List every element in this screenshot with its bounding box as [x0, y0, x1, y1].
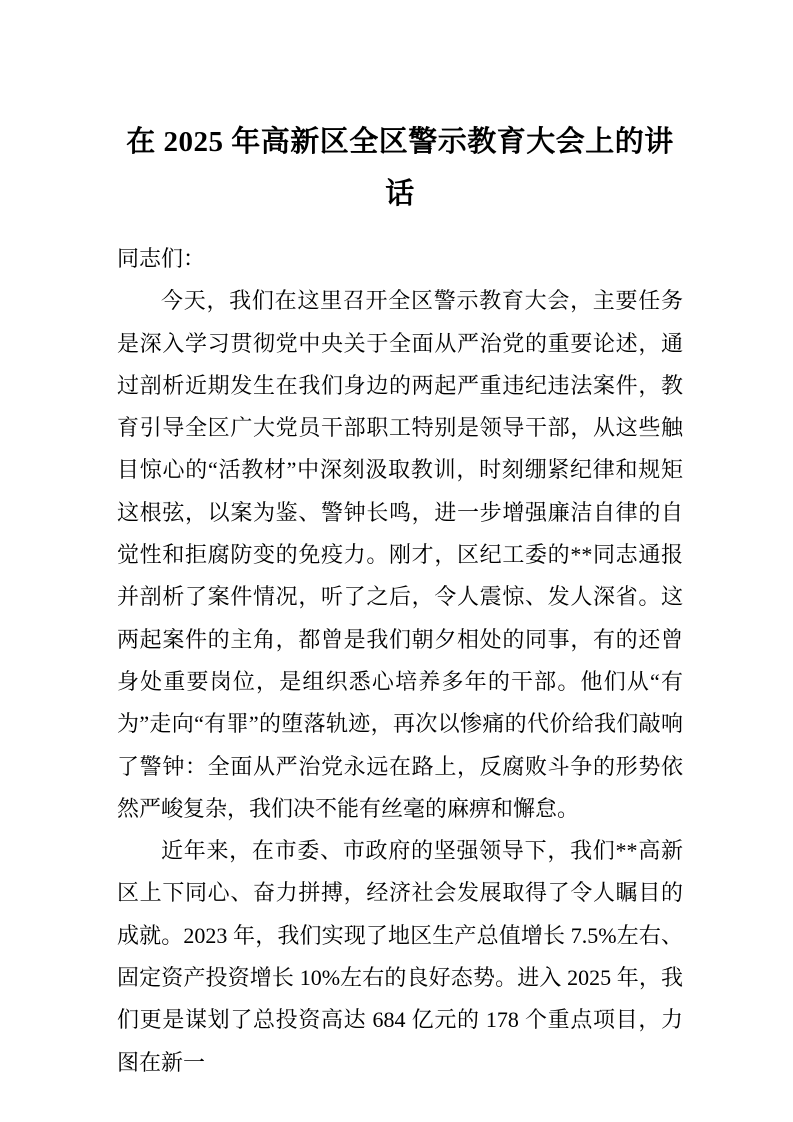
body-paragraph-1: 今天，我们在这里召开全区警示教育大会，主要任务是深入学习贯彻党中央关于全面从严治党的重要论述，通过剖析近期发生在我们身边的两起严重违纪违法案件，教育引导全区广大党员干部职工特别是领导干部，从这些触目惊心的“活教材”中深刻汲取教训，时刻绷紧纪律和规矩这根弦，以案为鉴、警钟长鸣，进一步增强廉洁自律的自觉性和拒腐防变的免疫力。刚才，区纪工委的**同志通报并剖析了案件情况，听了之后，令人震惊、发人深省。这两起案件的主角，都曾是我们朝夕相处的同事，有的还曾身处重要岗位，是组织悉心培养多年的干部。他们从“有为”走向“有罪”的堕落轨迹，再次以惨痛的代价给我们敲响了警钟：全面从严治党永远在路上，反腐败斗争的形势依然严峻复杂，我们决不能有丝毫的麻痹和懈怠。 — [117, 288, 683, 821]
document-title — [117, 116, 683, 220]
body-paragraph-2: 近年来，在市委、市政府的坚强领导下，我们**高新区上下同心、奋力拼搏，经济社会发展取得了令人瞩目的成就。2023 年，我们实现了地区生产总值增长 7.5%左右、固定资产投资增长 10%左右的良好态势。进入 2025 年，我们更是谋划了总投资高达 684 亿元的 178 个重点项目，力图在新一 — [117, 838, 683, 1075]
document-title-line-1: 在 2025 年高新区全区警示教育大会上的讲 — [126, 126, 674, 158]
document-body — [117, 238, 683, 1084]
salutation-paragraph: 同志们： — [117, 246, 206, 271]
document-title-line-2: 话 — [385, 178, 415, 210]
